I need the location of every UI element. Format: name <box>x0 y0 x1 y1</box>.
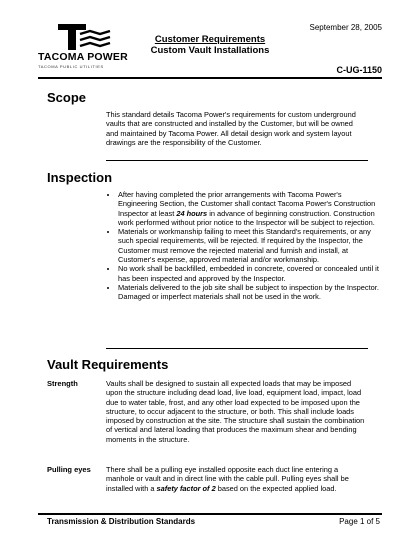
pulling-eyes-label: Pulling eyes <box>47 465 91 474</box>
document-title: Customer Requirements <box>154 34 266 45</box>
header-divider <box>38 77 382 79</box>
scope-heading: Scope <box>47 90 87 105</box>
vault-heading: Vault Requirements <box>47 357 169 372</box>
page-number: Page 1 of 5 <box>339 517 380 526</box>
strength-text: Vaults shall be designed to sustain all expected loads that may be imposed upon the structure including dead load, live load, equipment load, impact, load due to water table, frost, and any other load expected to be imposed upon the structure, to occur adjacent to the structure, or both. This shall include loads imposed by construction at the site. The structure shall sustain the combination of vertical and lateral loading that produces the maximum shear and bending moments in the structure. <box>106 379 365 444</box>
inspection-list <box>106 190 380 302</box>
footer-divider <box>38 513 382 515</box>
pulling-eyes-text-start: There shall be a pulling eye installed opposite each duct line entering a manhole or vault and in direct line with the cable pull. Pulling eyes shall be installed with a <box>106 465 349 493</box>
scope-text: This standard details Tacoma Power's requirements for custom underground vaults that are constructed and installed by the Customer, but will be owned and maintained by Tacoma Power. All detail design work and system layout drawings are the responsibility of the Customer. <box>106 110 356 147</box>
pulling-eyes-emphasis: safety factor of 2 <box>156 483 216 493</box>
inspection-item-2: • Materials or workmanship failing to meet this Standard's requirements, or any such special requirements, will be rejected. If required by the Inspector, the Customer must remove the rejected material and furnish and install, at Customer's expense, approved material and/or workmanship. <box>118 227 380 264</box>
document-number: C-UG-1150 <box>336 65 382 75</box>
inspection-item-1-emphasis: 24 hours <box>176 208 208 218</box>
document-date: September 28, 2005 <box>309 23 382 32</box>
pulling-eyes-text <box>106 465 366 493</box>
inspection-divider <box>106 348 368 349</box>
pulling-eyes-text-end: based on the expected applied load. <box>215 483 337 493</box>
inspection-item-1-text: After having completed the prior arrangements with Tacoma Power's Engineering Section, the Customer shall contact Tacoma Power's Construction Inspector at least <box>118 190 376 218</box>
inspection-item-4: • Materials delivered to the job site shall be subject to inspection by the Inspector. Damaged or imperfect materials shall not be used in the work. <box>118 283 380 302</box>
inspection-item-1-text-end: in advance of beginning construction. Construction work performed without prior notice to the Inspector will be subject to rejection. <box>118 208 375 227</box>
footer-standards: Transmission & Distribution Standards <box>47 517 196 526</box>
strength-label: Strength <box>47 379 78 388</box>
logo-name: TACOMA POWER <box>38 51 128 63</box>
inspection-item-1 <box>118 190 380 227</box>
scope-divider <box>106 160 368 161</box>
logo-tagline: TACOMA PUBLIC UTILITIES <box>38 64 104 69</box>
inspection-heading: Inspection <box>47 170 113 185</box>
inspection-item-3: • No work shall be backfilled, embedded in concrete, covered or concealed until it has been inspected and approved by the Inspector. <box>118 264 380 283</box>
document-subtitle: Custom Vault Installations <box>150 45 270 56</box>
